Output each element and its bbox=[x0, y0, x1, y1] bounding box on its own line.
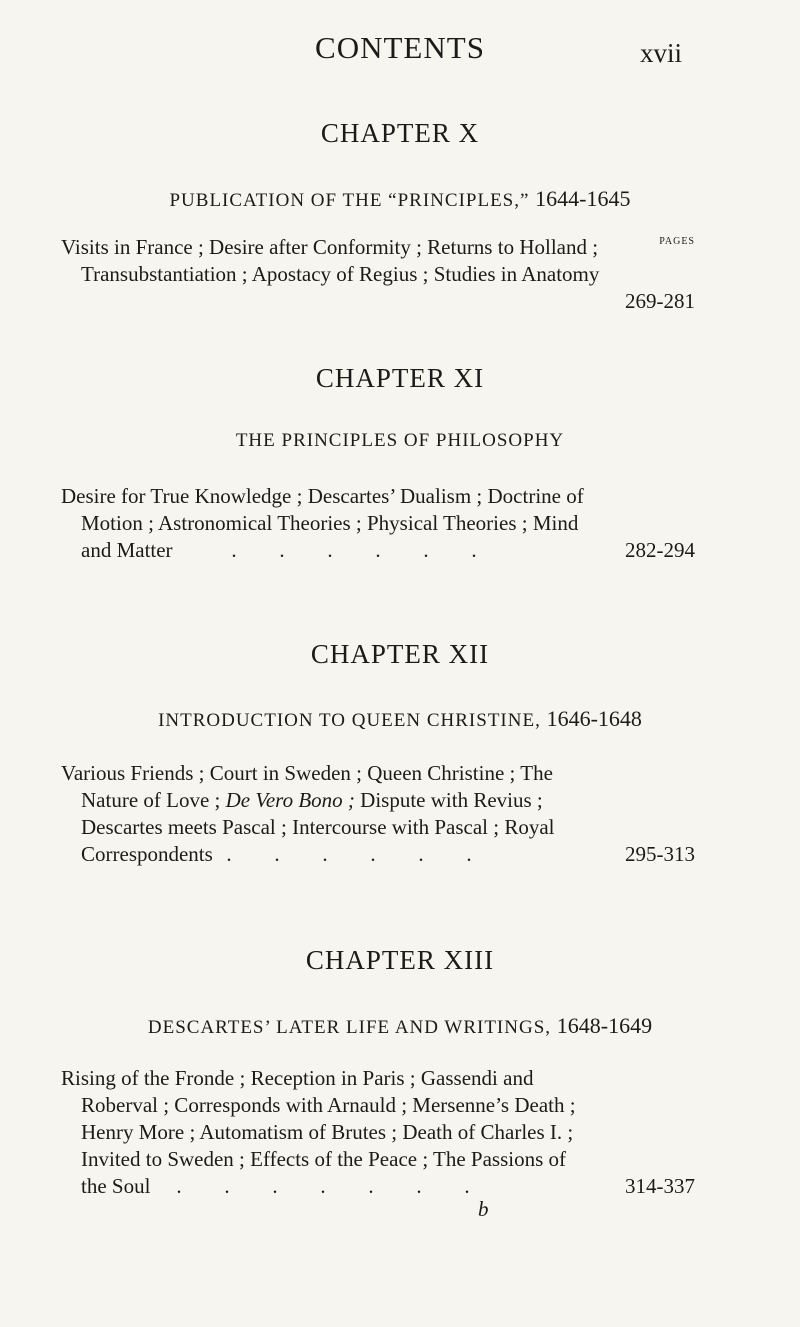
chapter-xii-subtitle bbox=[0, 706, 800, 732]
pages-label: PAGES bbox=[659, 236, 695, 247]
chapter-xi-subtitle bbox=[0, 430, 800, 452]
summary-line: Transubstantiation ; Apostacy of Regius ; Studies in Anatomy bbox=[81, 262, 600, 286]
page-range: 282-294 bbox=[625, 538, 695, 562]
summary-line: Descartes meets Pascal ; Intercourse with Pascal ; Royal bbox=[81, 815, 555, 839]
chapter-heading: CHAPTER X bbox=[320, 118, 480, 148]
chapter-heading: CHAPTER XI bbox=[315, 363, 485, 393]
chapter-xiii-heading-block bbox=[0, 945, 800, 976]
chapter-xii-heading-block bbox=[0, 639, 800, 670]
signature-mark: b bbox=[478, 1197, 489, 1221]
summary-line: the Soul bbox=[81, 1174, 151, 1198]
chapter-dates: 1648-1649 bbox=[556, 1013, 653, 1038]
chapter-x-subtitle bbox=[0, 186, 800, 212]
page-range: 295-313 bbox=[625, 842, 695, 866]
summary-line: Correspondents bbox=[81, 842, 213, 866]
summary-line: and Matter bbox=[81, 538, 173, 562]
summary-text: Nature of Love ; bbox=[81, 788, 221, 812]
running-head bbox=[0, 30, 800, 70]
chapter-subtitle: PUBLICATION OF THE “PRINCIPLES,” bbox=[169, 190, 536, 211]
chapter-dates: 1646-1648 bbox=[546, 706, 642, 731]
summary-line: Motion ; Astronomical Theories ; Physical Theories ; Mind bbox=[81, 511, 579, 535]
page-range: 269-281 bbox=[625, 289, 695, 313]
summary-line: Rising of the Fronde ; Reception in Paris ; Gassendi and bbox=[61, 1066, 534, 1090]
latin-title: De Vero Bono ; bbox=[225, 788, 355, 812]
summary-line: Invited to Sweden ; Effects of the Peace ; The Passions of bbox=[81, 1147, 567, 1171]
chapter-dates: 1644-1645 bbox=[535, 186, 631, 211]
page-number: xvii bbox=[639, 38, 682, 68]
page-range: 314-337 bbox=[625, 1174, 695, 1198]
dot-leader: . . . . . . bbox=[226, 842, 472, 866]
chapter-heading: CHAPTER XII bbox=[310, 639, 490, 669]
summary-line: Visits in France ; Desire after Conformity ; Returns to Holland ; bbox=[61, 235, 599, 259]
chapter-subtitle: INTRODUCTION TO QUEEN CHRISTINE, bbox=[158, 710, 547, 731]
summary-text: Dispute with Revius ; bbox=[360, 788, 543, 812]
chapter-heading: CHAPTER XIII bbox=[305, 945, 495, 975]
running-title: CONTENTS bbox=[315, 30, 485, 65]
chapter-xiii-subtitle bbox=[0, 1013, 800, 1039]
summary-line: Various Friends ; Court in Sweden ; Queen Christine ; The bbox=[61, 761, 553, 785]
chapter-x-heading-block bbox=[0, 118, 800, 149]
dot-leader: . . . . . . . bbox=[176, 1174, 470, 1198]
dot-leader: . . . . . . bbox=[231, 538, 477, 562]
summary-line: Henry More ; Automatism of Brutes ; Death of Charles I. ; bbox=[81, 1120, 574, 1144]
summary-line: Roberval ; Corresponds with Arnauld ; Mersenne’s Death ; bbox=[81, 1093, 576, 1117]
chapter-subtitle: DESCARTES’ LATER LIFE AND WRITINGS, bbox=[147, 1017, 557, 1038]
chapter-xi-heading-block bbox=[0, 363, 800, 394]
summary-line: Desire for True Knowledge ; Descartes’ Dualism ; Doctrine of bbox=[61, 484, 584, 508]
chapter-subtitle: THE PRINCIPLES OF PHILOSOPHY bbox=[235, 430, 565, 451]
summary-line bbox=[81, 787, 543, 814]
